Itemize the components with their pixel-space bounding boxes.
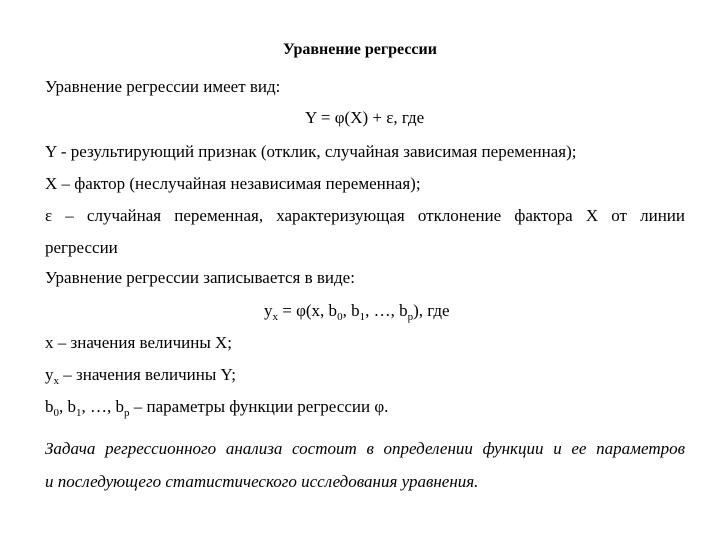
formula-eq: = φ(x, b <box>278 301 338 320</box>
params-sep1: , b <box>59 397 76 416</box>
params-rest: – параметры функции регрессии φ. <box>129 397 389 416</box>
formula-sep2: , …, b <box>365 301 408 320</box>
formula-sep1: , b <box>342 301 360 320</box>
params-sub0: 0 <box>53 407 59 419</box>
form-intro-text: Уравнение регрессии записывается в виде: <box>45 268 355 287</box>
yx-y: y <box>45 365 54 384</box>
definition-small-x: x – значения величины X; <box>45 333 233 352</box>
params-subp: p <box>124 407 130 419</box>
formula-end: ), где <box>413 301 450 320</box>
sample-regression-formula <box>264 301 450 323</box>
page-title: Уравнение регрессии <box>283 41 437 58</box>
definition-yx <box>45 365 236 387</box>
params-sep2: , …, b <box>81 397 124 416</box>
task-statement-line1: Задача регрессионного анализа состоит в определении функции и ее параметров <box>45 439 685 458</box>
definition-x: X – фактор (неслучайная независимая переменная); <box>45 174 421 193</box>
definition-epsilon-line2: регрессии <box>45 238 118 257</box>
formula-bp-subscript: p <box>407 311 414 323</box>
formula-b0-subscript: 0 <box>337 311 343 323</box>
params-b: b <box>45 397 54 416</box>
definition-parameters <box>45 397 388 419</box>
formula-y-subscript: x <box>272 311 278 323</box>
task-statement-line2: и последующего статистического исследования уравнения. <box>45 472 479 491</box>
definition-y: Y - результирующий признак (отклик, случайная зависимая переменная); <box>45 142 577 161</box>
formula-b1-subscript: 1 <box>359 311 366 323</box>
definition-epsilon-line1: ε – случайная переменная, характеризующая отклонение фактора X от линии <box>45 206 685 225</box>
params-sub1: 1 <box>76 407 82 419</box>
regression-formula: Y = φ(X) + ε, где <box>305 108 425 127</box>
yx-subscript: x <box>53 375 59 387</box>
formula-y: y <box>264 301 273 320</box>
intro-text: Уравнение регрессии имеет вид: <box>45 77 281 96</box>
yx-rest: – значения величины Y; <box>59 365 236 384</box>
